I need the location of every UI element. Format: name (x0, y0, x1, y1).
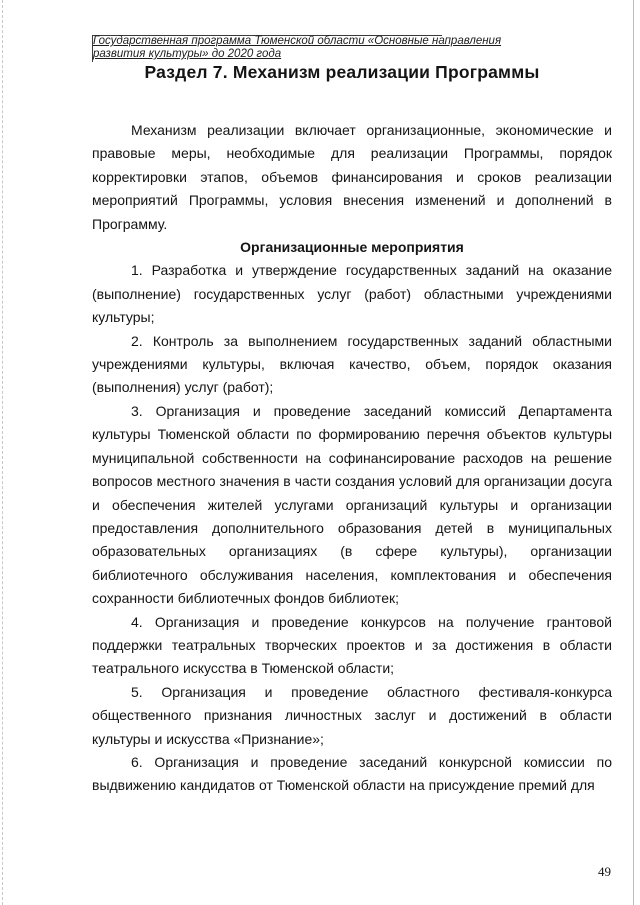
list-item-6: 6. Организация и проведение заседаний конкурсной комиссии по выдвижению кандидатов от Тюменской области на присуждение премий для (92, 753, 612, 794)
list-item-3: 3. Организация и проведение заседаний комиссий Департамента культуры Тюменской области по формированию перечня объектов культуры муниципальной собственности на софинансирование расходов на решение вопросов местного значения в части создания условий для организации досуга и обеспечения жителей услугами организаций культуры и организации предоставления дополнительного образования детей в муниципальных образовательных организациях (в сфере культуры), организации библиотечного обслуживания населения, комплектования и обеспечения сохранности библиотечных фондов библиотек; (92, 402, 612, 607)
section-title: Раздел 7. Механизм реализации Программы (144, 62, 540, 82)
page-number: 49 (598, 864, 611, 879)
body-text (92, 119, 612, 798)
running-header (93, 35, 502, 61)
scan-edge-right (633, 0, 634, 905)
subheading: Организационные мероприятия (240, 239, 464, 256)
scan-edge-left (2, 0, 3, 905)
list-item-5: 5. Организация и проведение областного фестиваля-конкурса общественного признания личностных заслуг и достижений в области культуры и искусства «Признание»; (92, 683, 612, 747)
list-item-4: 4. Организация и проведение конкурсов на получение грантовой поддержки театральных творческих проектов и за достижения в области театрального искусства в Тюменской области; (92, 613, 612, 677)
running-header-line-1: Государственная программа Тюменской области «Основные направления (93, 35, 502, 47)
list-item-2: 2. Контроль за выполнением государственных заданий областными учреждениями культуры, включая качество, объем, порядок оказания (выполнения) услуг (работ); (92, 332, 612, 396)
running-header-line-2: развития культуры» до 2020 года (93, 48, 282, 60)
list-item-1: 1. Разработка и утверждение государственных заданий на оказание (выполнение) государственных услуг (работ) областными учреждениями культуры; (92, 262, 612, 326)
intro-paragraph: Механизм реализации включает организационные, экономические и правовые меры, необходимые для реализации Программы, порядок корректировки этапов, объемов финансирования и сроков реализации мероприятий Программы, условия внесения изменений и дополнений в Программу. (92, 122, 612, 232)
